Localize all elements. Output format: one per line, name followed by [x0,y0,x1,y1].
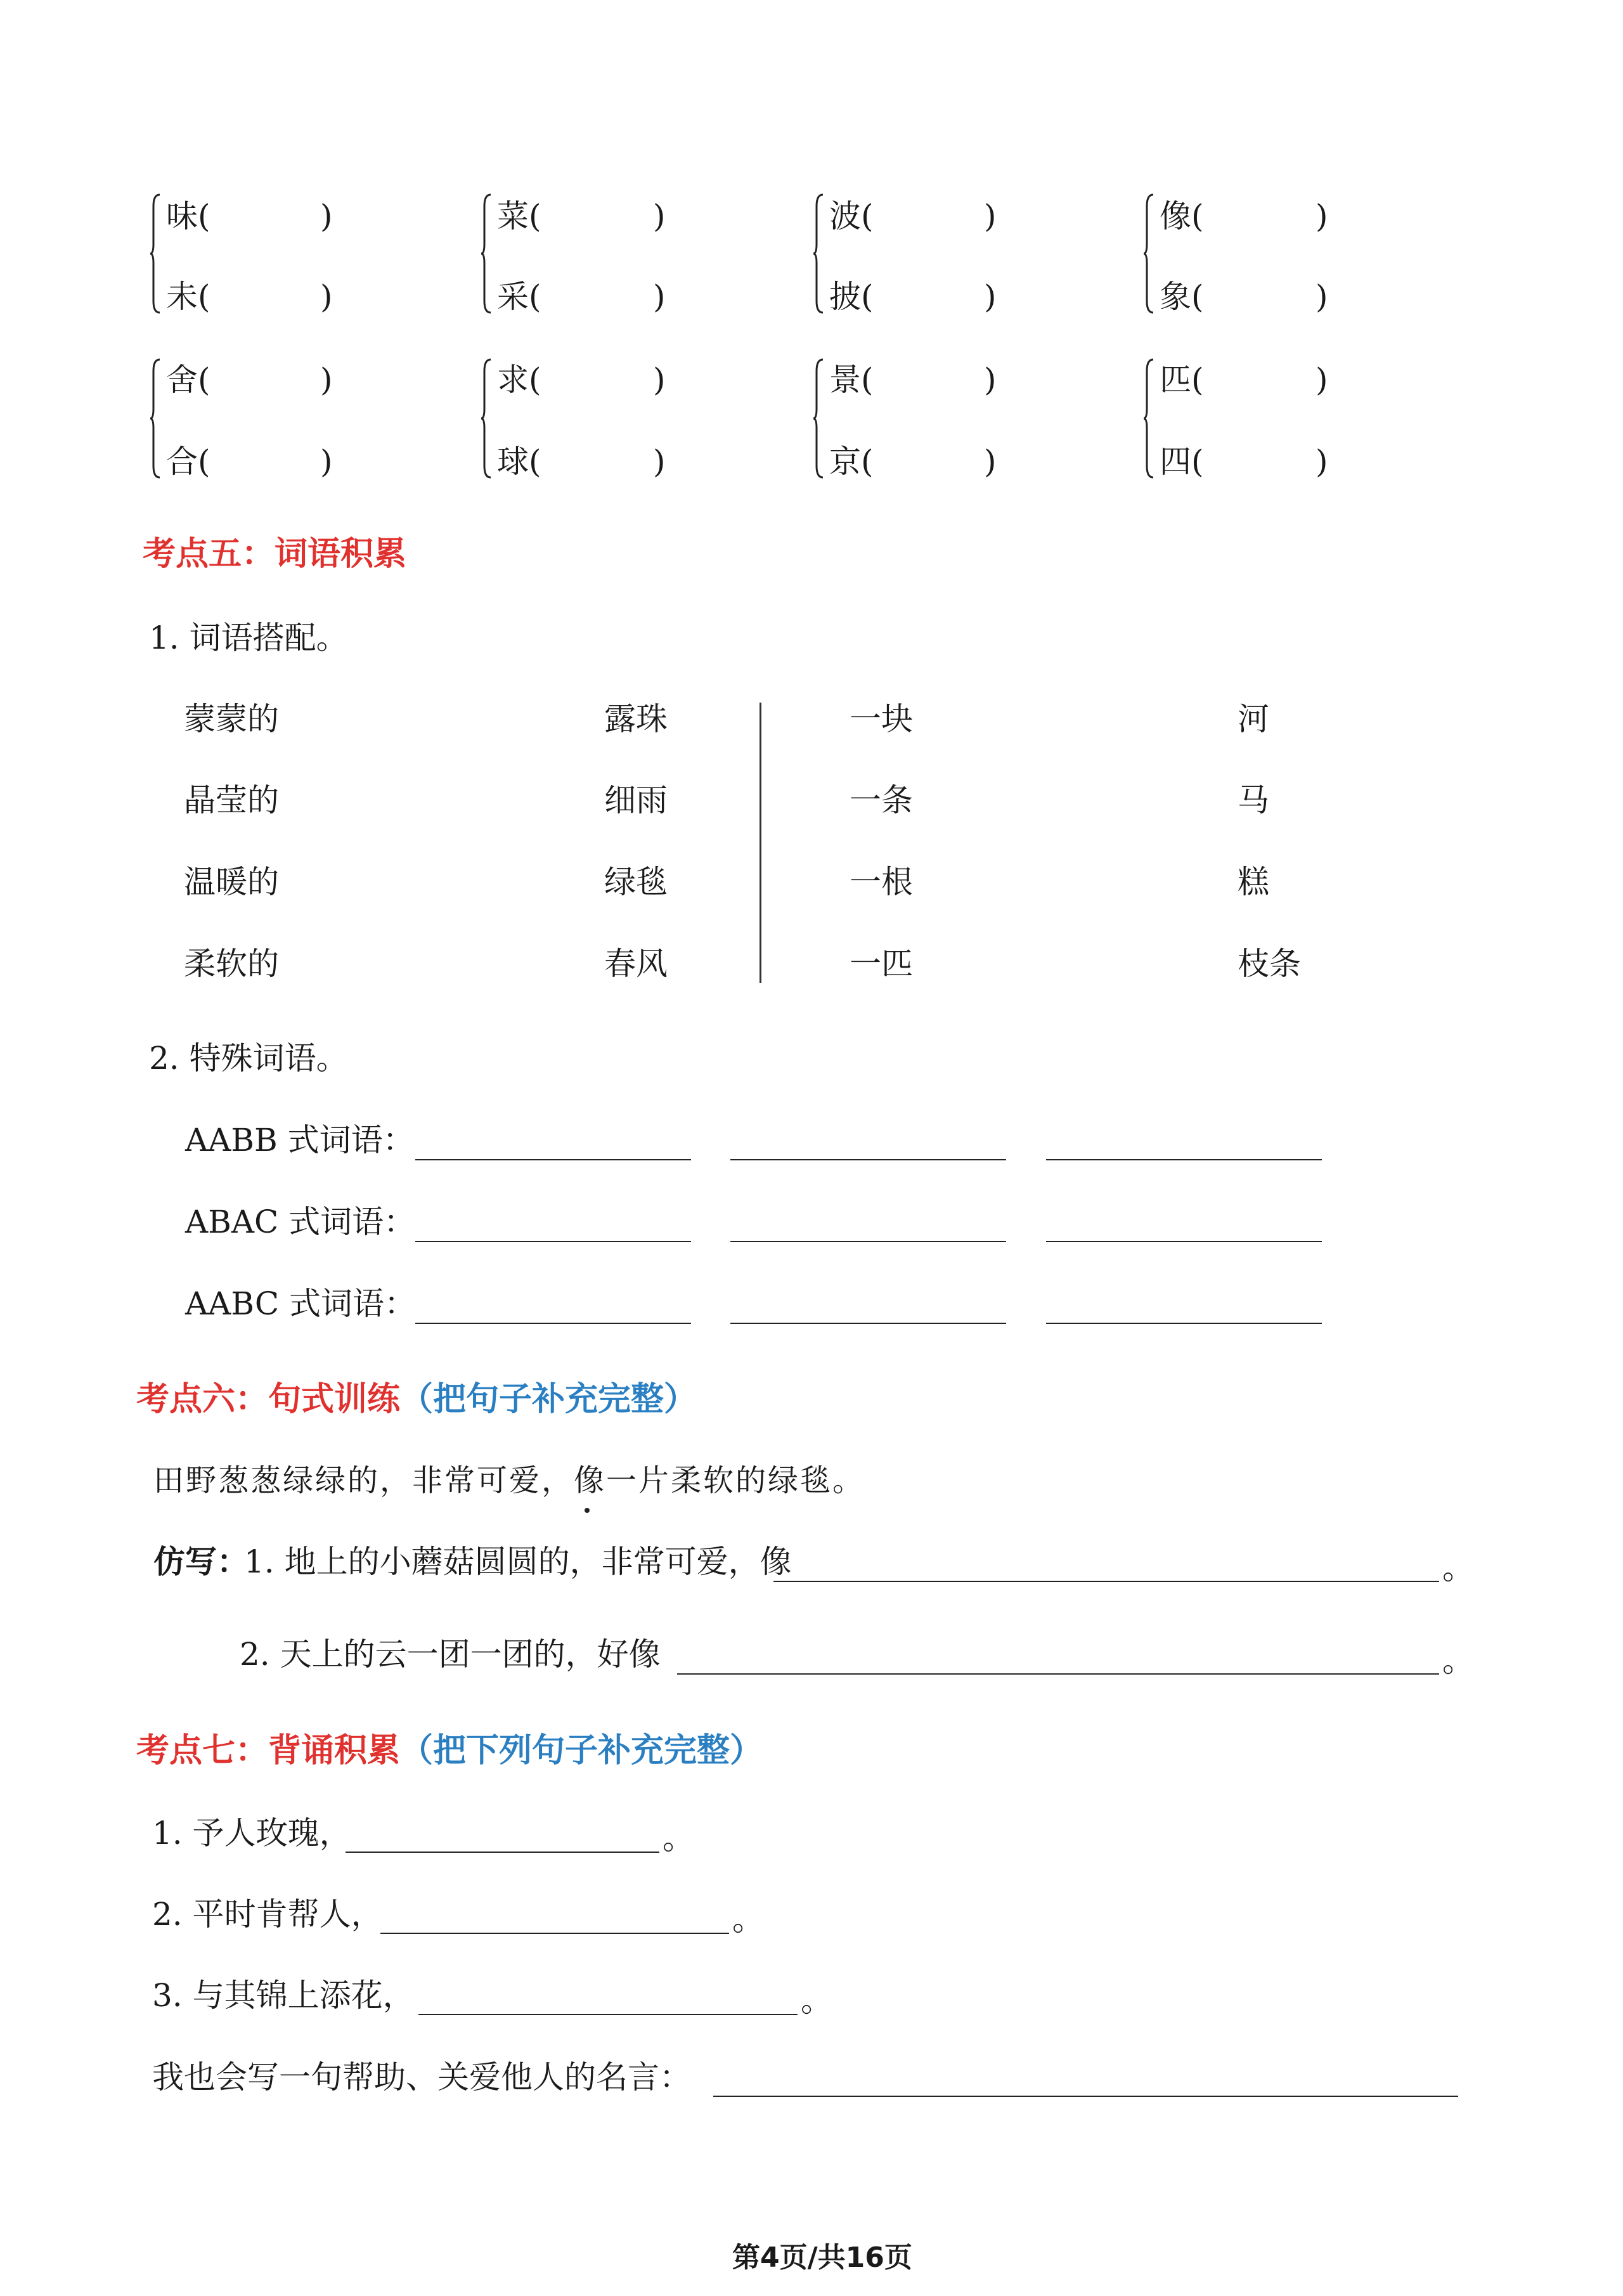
char-bottom: 四 [1160,443,1191,480]
answer-blank[interactable] [418,2014,798,2015]
measure-word: 一匹 [850,945,913,982]
paren-close: ) [653,278,666,315]
section6-heading-main: 考点六：句式训练 [136,1380,401,1418]
period: 。 [732,1901,764,1938]
imitate-item-1: 1. 地上的小蘑菇圆圆的，非常可爱，像 [244,1543,792,1580]
recite-item-2: 2. 平时肯帮人， [152,1896,383,1933]
paren-close: ) [653,443,666,480]
paren-open: ( [1191,443,1204,480]
char-top: 景 [829,361,861,398]
answer-blank[interactable] [677,1673,1439,1675]
answer-blank[interactable] [1046,1323,1322,1324]
char-bottom: 象 [1160,278,1191,315]
noun-word: 春风 [604,945,668,982]
paren-close: ) [653,198,666,235]
recite-item-1: 1. 予人玫瑰， [152,1815,351,1852]
brace-icon [150,193,161,314]
adj-word: 温暖的 [184,864,279,900]
char-top: 波 [829,198,861,235]
char-top: 菜 [497,198,529,235]
object-word: 糕 [1238,864,1269,900]
char-top: 匹 [1160,361,1191,398]
paren-close: ) [320,198,333,235]
period: 。 [801,1982,832,2019]
paren-close: ) [1316,278,1328,315]
char-bottom: 合 [166,443,198,480]
paren-open: ( [198,443,210,480]
brace-icon [481,358,492,479]
measure-word: 一块 [850,701,913,737]
section7-heading-note: （把下列句子补充完整） [400,1732,763,1770]
paren-close: ) [320,278,333,315]
adj-word: 晶莹的 [184,782,279,819]
imitate-item-2: 2. 天上的云一团一团的，好像 [240,1636,661,1673]
paren-close: ) [320,443,333,480]
paren-close: ) [1316,198,1328,235]
object-word: 河 [1238,701,1269,737]
answer-blank[interactable] [730,1241,1006,1242]
section6-heading [136,1379,697,1420]
imitate-label: 仿写： [153,1543,249,1580]
answer-blank[interactable] [415,1159,691,1160]
brace-icon [1143,358,1154,479]
paren-open: ( [861,443,874,480]
paren-open: ( [861,278,874,315]
paren-close: ) [984,443,997,480]
brace-icon [150,358,161,479]
emphasis-dot [585,1508,590,1513]
section5-heading: 考点五：词语积累 [143,535,407,573]
page-number: 第4页/共16页 [732,2241,912,2274]
noun-word: 露珠 [604,701,668,737]
answer-blank[interactable] [415,1323,691,1324]
char-top: 求 [497,361,529,398]
pattern-label: AABB 式词语： [185,1122,415,1158]
answer-blank[interactable] [415,1241,691,1242]
paren-close: ) [1316,361,1328,398]
adj-word: 柔软的 [184,945,279,982]
noun-word: 绿毯 [604,864,668,900]
paren-close: ) [1316,443,1328,480]
paren-open: ( [529,198,541,235]
char-top: 味 [166,198,198,235]
noun-word: 细雨 [604,782,668,819]
period: 。 [663,1820,694,1857]
adj-word: 蒙蒙的 [184,701,279,737]
brace-icon [813,358,824,479]
paren-open: ( [198,198,210,235]
paren-open: ( [529,361,541,398]
answer-blank[interactable] [773,1581,1439,1582]
paren-open: ( [198,361,210,398]
paren-close: ) [984,361,997,398]
char-bottom: 采 [497,278,529,315]
char-bottom: 披 [829,278,861,315]
section6-heading-note: （把句子补充完整） [400,1380,697,1418]
brace-icon [1143,193,1154,314]
paren-open: ( [529,278,541,315]
char-top: 像 [1160,198,1191,235]
answer-blank[interactable] [730,1323,1006,1324]
paren-open: ( [1191,198,1204,235]
answer-blank[interactable] [730,1159,1006,1160]
paren-open: ( [529,443,541,480]
example-sentence: 田野葱葱绿绿的，非常可爱，像一片柔软的绿毯。 [153,1463,865,1498]
paren-close: ) [984,278,997,315]
paren-open: ( [1191,278,1204,315]
object-word: 枝条 [1238,945,1301,982]
brace-icon [813,193,824,314]
pattern-label: AABC 式词语： [185,1285,417,1322]
object-word: 马 [1238,782,1269,819]
paren-open: ( [861,361,874,398]
answer-blank[interactable] [1046,1241,1322,1242]
char-bottom: 京 [829,443,861,480]
paren-close: ) [984,198,997,235]
section7-heading [136,1730,763,1771]
paren-open: ( [198,278,210,315]
section7-heading-main: 考点七：背诵积累 [136,1732,401,1770]
answer-blank[interactable] [380,1933,729,1934]
paren-open: ( [1191,361,1204,398]
divider-line [760,703,761,983]
measure-word: 一条 [850,782,913,819]
paren-close: ) [320,361,333,398]
answer-blank[interactable] [713,2096,1458,2097]
quote-prompt: 我也会写一句帮助、关爱他人的名言： [152,2059,691,2096]
char-bottom: 球 [497,443,529,480]
pattern-label: ABAC 式词语： [185,1203,416,1240]
answer-blank[interactable] [346,1852,659,1853]
period: 。 [1442,1642,1474,1679]
paren-open: ( [861,198,874,235]
char-bottom: 未 [166,278,198,315]
recite-item-3: 3. 与其锦上添花， [152,1977,415,2014]
answer-blank[interactable] [1046,1159,1322,1160]
period: 。 [1442,1550,1474,1586]
char-top: 舍 [166,361,198,398]
brace-icon [481,193,492,314]
section5-q1: 1. 词语搭配。 [149,619,348,656]
measure-word: 一根 [850,864,913,900]
paren-close: ) [653,361,666,398]
section5-q2: 2. 特殊词语。 [149,1040,348,1077]
